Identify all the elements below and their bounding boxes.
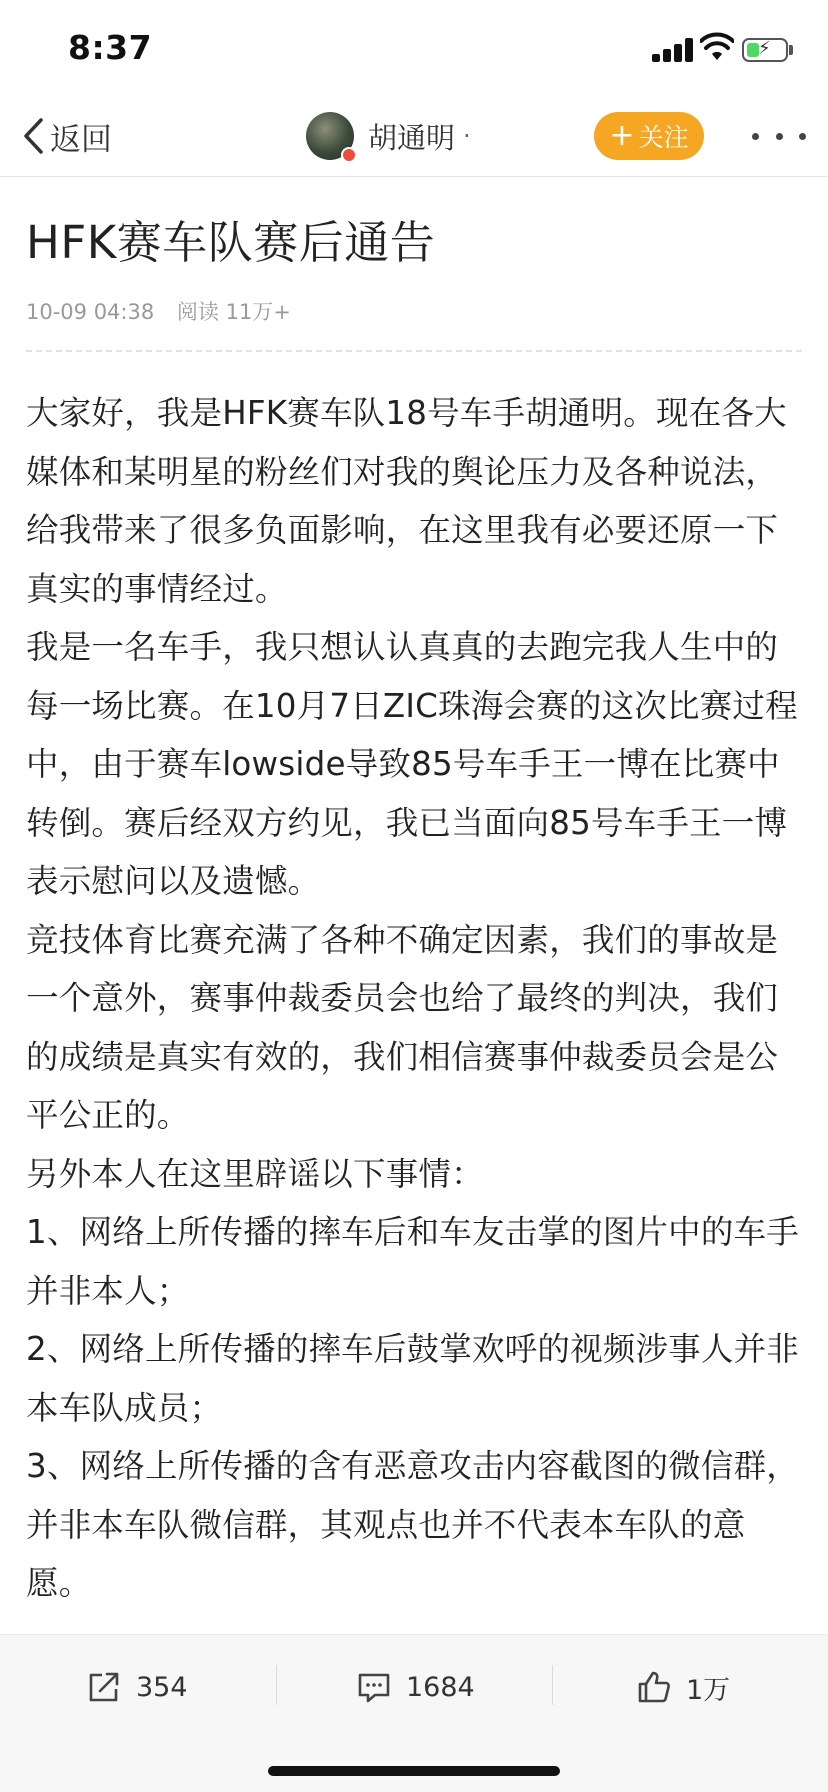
paragraph: 3、网络上所传播的含有恶意攻击内容截图的微信群，并非本车队微信群，其观点也并不代表本车队的意愿。 [26, 1447, 799, 1602]
plus-icon: + [609, 118, 635, 153]
paragraph: 2、网络上所传播的摔车后鼓掌欢呼的视频涉事人并非本车队成员； [26, 1330, 799, 1427]
read-count: 阅读 11万+ [176, 300, 291, 324]
follow-label: 关注 [638, 123, 689, 152]
more-options-button[interactable] [752, 114, 806, 158]
toolbar-separator [276, 1665, 277, 1705]
status-bar [0, 0, 828, 100]
article-meta [26, 296, 291, 326]
more-dot-icon [776, 133, 783, 140]
nav-bar [0, 100, 828, 177]
author-suffix: · [463, 122, 471, 150]
verified-badge-icon [341, 147, 357, 163]
comment-button[interactable] [356, 1663, 475, 1711]
paragraph: 大家好，我是HFK赛车队18号车手胡通明。现在各大媒体和某明星的粉丝们对我的舆论压力及各种说法，给我带来了很多负面影响，在这里我有必要还原一下真实的事情经过。 [26, 394, 787, 608]
share-icon [86, 1669, 122, 1705]
more-dot-icon [799, 133, 806, 140]
cellular-signal-icon [652, 38, 696, 62]
like-button[interactable] [636, 1663, 730, 1711]
wifi-icon [700, 32, 734, 62]
like-icon [636, 1669, 672, 1705]
avatar[interactable] [306, 112, 354, 160]
back-button[interactable] [22, 108, 112, 164]
more-dot-icon [752, 133, 759, 140]
author-name[interactable]: 胡通明 [368, 120, 456, 155]
like-count: 1万 [686, 1674, 731, 1706]
back-label: 返回 [50, 121, 112, 158]
article-body [26, 384, 810, 1613]
toolbar-separator [552, 1665, 553, 1705]
paragraph: 我是一名车手，我只想认认真真的去跑完我人生中的每一场比赛。在10月7日ZIC珠海会赛的这次比赛过程中，由于赛车lowside导致85号车手王一博在比赛中转倒。赛后经双方约见，我已当面向85号车手王一博表示慰问以及遗憾。 [26, 628, 798, 900]
author-info[interactable] [306, 108, 471, 164]
post-date: 10-09 04:38 [26, 300, 155, 324]
paragraph: 竞技体育比赛充满了各种不确定因素，我们的事故是一个意外，赛事仲裁委员会也给了最终的判决，我们的成绩是真实有效的，我们相信赛事仲裁委员会是公平公正的。 [26, 920, 779, 1134]
share-button[interactable] [86, 1663, 188, 1711]
paragraph: 1、网络上所传播的摔车后和车友击掌的图片中的车手并非本人； [26, 1213, 799, 1310]
battery-icon: ⚡ [742, 38, 788, 62]
follow-button[interactable] [594, 112, 704, 160]
dashed-divider [26, 350, 802, 352]
share-count: 354 [136, 1671, 188, 1703]
paragraph: 另外本人在这里辟谣以下事情： [26, 1154, 484, 1193]
home-indicator [268, 1766, 560, 1776]
battery-tip [789, 45, 793, 55]
status-time: 8:37 [68, 28, 153, 67]
comment-icon [356, 1669, 392, 1705]
article-title: HFK赛车队赛后通告 [26, 216, 436, 269]
chevron-left-icon [22, 117, 44, 155]
comment-count: 1684 [406, 1671, 475, 1703]
